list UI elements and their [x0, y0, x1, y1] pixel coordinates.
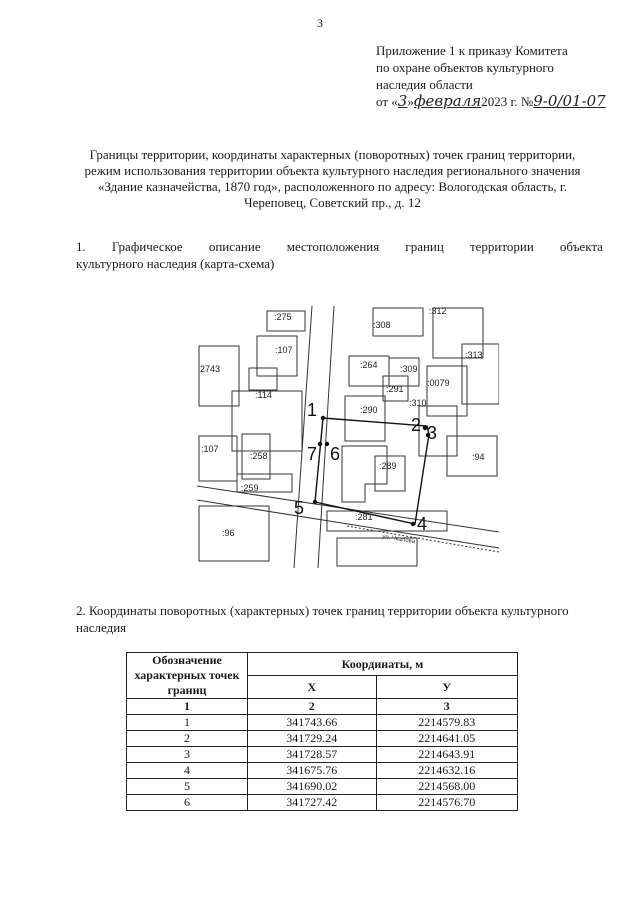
document-title: Границы территории, координаты характерных (поворотных) точек границ территории, режим использования территории объекта культурного наследия регионального значения «Здание казначейства, 1870 год», расположенного по адресу: Вологодская область, г. Череповец, Советский пр., д. 12: [84, 147, 581, 210]
section-1-line-1: [76, 238, 603, 255]
appendix-line-2: по охране объектов культурного: [376, 60, 554, 75]
appendix-line-3: наследия области: [376, 77, 473, 92]
parcel-label: :291: [386, 384, 404, 394]
parcel-label: :96: [222, 528, 235, 538]
word: объекта: [559, 239, 603, 254]
table-row: [127, 715, 518, 731]
word: 1.: [76, 239, 86, 254]
parcel-label: :259: [241, 483, 259, 493]
point-id: 5: [127, 779, 248, 795]
parcel-label: :309: [400, 364, 418, 374]
parcel-label: :312: [429, 306, 447, 316]
date-prefix: от «: [376, 94, 398, 109]
parcel-label: :313: [465, 350, 483, 360]
parcel-label: :290: [360, 405, 378, 415]
point-label-6: 6: [330, 444, 341, 464]
parcel-label: :107: [201, 444, 219, 454]
word: территории: [469, 239, 534, 254]
point-6-marker: [325, 442, 329, 446]
appendix-line-1: Приложение 1 к приказу Комитета: [376, 43, 568, 58]
appendix-header: [376, 42, 626, 110]
page-number: 3: [317, 16, 323, 30]
street-label: ул. Чкалова: [381, 534, 416, 546]
header-y: У: [376, 676, 517, 699]
table-row: [127, 779, 518, 795]
point-5-marker: [313, 500, 317, 504]
table-row: [127, 763, 518, 779]
coord-y: 2214643.91: [376, 747, 517, 763]
column-number: 3: [376, 699, 517, 715]
point-label-2: 2: [411, 415, 422, 435]
date-mid: »: [407, 94, 414, 109]
table-header-row: [127, 653, 518, 676]
word: границ: [405, 239, 444, 254]
word: Графическое: [111, 239, 183, 254]
date-year: 2023 г. №: [481, 94, 534, 109]
point-id: 4: [127, 763, 248, 779]
point-label-5: 5: [294, 498, 305, 518]
column-number: 1: [127, 699, 248, 715]
parcel-label: 2743: [200, 364, 221, 374]
table-number-row: [127, 699, 518, 715]
parcel-label: :114: [255, 390, 272, 400]
parcel-label: :281: [355, 512, 373, 522]
parcel-label: :310: [409, 398, 427, 408]
table-row: [127, 731, 518, 747]
point-label-1: 1: [307, 400, 318, 420]
coord-y: 2214568.00: [376, 779, 517, 795]
point-id: 1: [127, 715, 248, 731]
cadastral-map: [197, 306, 499, 568]
coord-y: 2214641.05: [376, 731, 517, 747]
parcel-label: :308: [373, 320, 391, 330]
parcel-label: :0079: [427, 378, 450, 388]
order-number: 9-0/01-07: [533, 92, 606, 110]
point-label-3: 3: [427, 423, 438, 443]
word: местоположения: [286, 239, 380, 254]
table-row: [127, 747, 518, 763]
parcel-label: :264: [360, 360, 378, 370]
coord-x: 341727.42: [248, 795, 377, 811]
header-point-designation: Обозначение характерных точек границ: [127, 653, 248, 699]
point-4-marker: [411, 522, 415, 526]
coord-x: 341728.57: [248, 747, 377, 763]
point-id: 3: [127, 747, 248, 763]
section-1-line-2: культурного наследия (карта-схема): [76, 256, 275, 271]
coord-x: 341729.24: [248, 731, 377, 747]
parcel-label: :289: [379, 461, 397, 471]
table-row: [127, 795, 518, 811]
section-1-heading: [76, 238, 603, 272]
point-id: 6: [127, 795, 248, 811]
word: описание: [208, 239, 261, 254]
header-coordinates: Координаты, м: [248, 653, 518, 676]
parcel-label: :275: [274, 312, 292, 322]
appendix-date-line: [376, 93, 626, 110]
point-label-7: 7: [307, 444, 318, 464]
header-x: X: [248, 676, 377, 699]
coord-x: 341743.66: [248, 715, 377, 731]
point-id: 2: [127, 731, 248, 747]
column-number: 2: [248, 699, 377, 715]
coord-y: 2214632.16: [376, 763, 517, 779]
parcel-label: :107: [275, 345, 293, 355]
coordinates-table: [126, 652, 518, 811]
date-day: 3: [397, 92, 408, 110]
parcel-label: :94: [472, 452, 485, 462]
parcel-label: :258: [250, 451, 268, 461]
coord-x: 341690.02: [248, 779, 377, 795]
coord-y: 2214576.70: [376, 795, 517, 811]
coord-y: 2214579.83: [376, 715, 517, 731]
coord-x: 341675.76: [248, 763, 377, 779]
section-2-heading: 2. Координаты поворотных (характерных) точек границ территории объекта культурного наследия: [76, 603, 569, 635]
point-7-marker: [318, 442, 322, 446]
point-1-marker: [321, 416, 325, 420]
date-month: февраля: [413, 92, 482, 110]
point-label-4: 4: [417, 514, 428, 534]
